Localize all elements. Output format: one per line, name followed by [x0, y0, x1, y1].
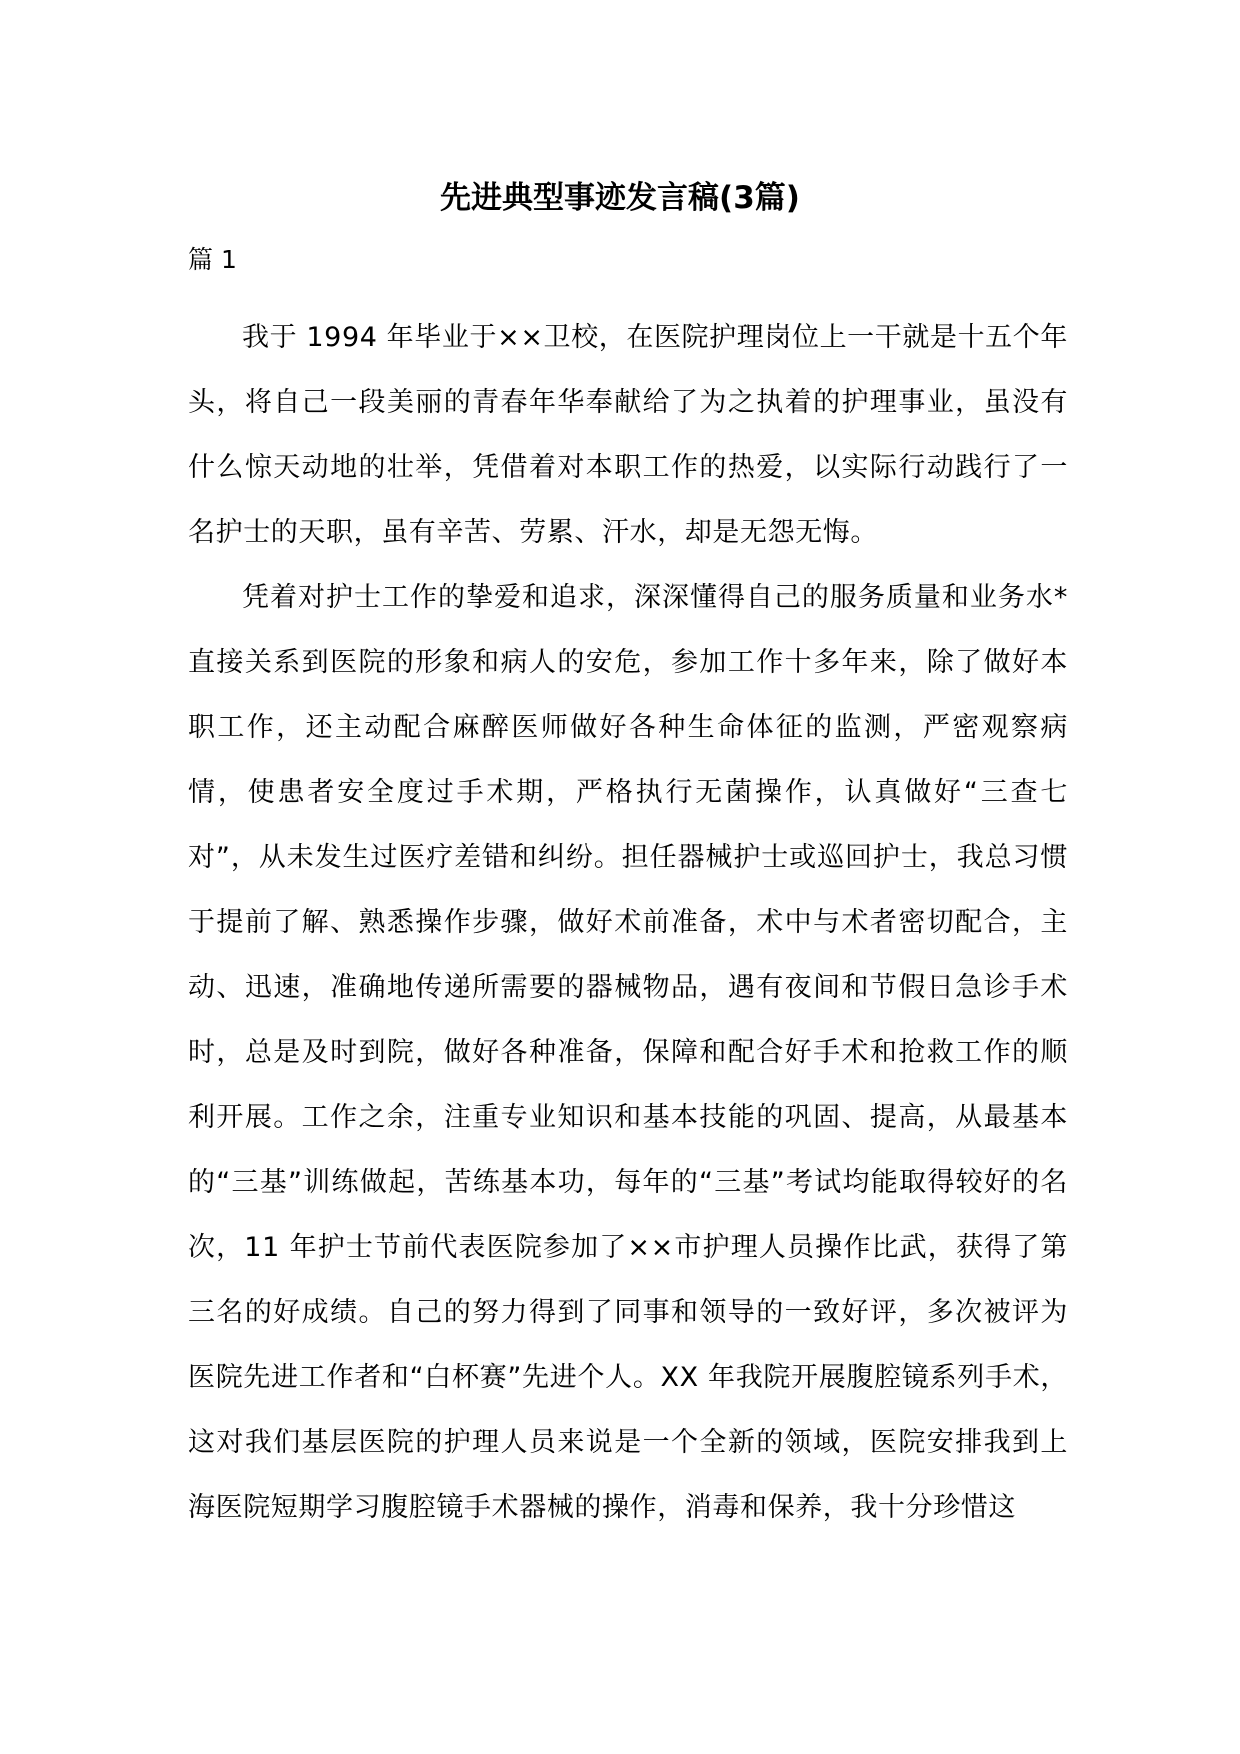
document-title: 先进典型事迹发言稿(3篇) — [440, 180, 800, 216]
document-body — [188, 305, 1068, 1540]
section-label: 篇 1 — [188, 245, 237, 274]
paragraph: 凭着对护士工作的挚爱和追求，深深懂得自己的服务质量和业务水*直接关系到医院的形象和病人的安危，参加工作十多年来，除了做好本职工作，还主动配合麻醉医师做好各种生命体征的监测，严密观察病情，使患者安全度过手术期，严格执行无菌操作，认真做好“三查七对”，从未发生过医疗差错和纠纷。担任器械护士或巡回护士，我总习惯于提前了解、熟悉操作步骤，做好术前准备，术中与术者密切配合，主动、迅速，准确地传递所需要的器械物品，遇有夜间和节假日急诊手术时，总是及时到院，做好各种准备，保障和配合好手术和抢救工作的顺利开展。工作之余，注重专业知识和基本技能的巩固、提高，从最基本的“三基”训练做起，苦练基本功，每年的“三基”考试均能取得较好的名次，11 年护士节前代表医院参加了××市护理人员操作比武，获得了第三名的好成绩。自己的努力得到了同事和领导的一致好评，多次被评为医院先进工作者和“白杯赛”先进个人。XX 年我院开展腹腔镜系列手术，这对我们基层医院的护理人员来说是一个全新的领域，医院安排我到上海医院短期学习腹腔镜手术器械的操作，消毒和保养，我十分珍惜这 — [188, 582, 1068, 1523]
paragraph: 我于 1994 年毕业于××卫校，在医院护理岗位上一干就是十五个年头，将自己一段美丽的青春年华奉献给了为之执着的护理事业，虽没有什么惊天动地的壮举，凭借着对本职工作的热爱，以实际行动践行了一名护士的天职，虽有辛苦、劳累、汗水，却是无怨无悔。 — [188, 322, 1068, 548]
